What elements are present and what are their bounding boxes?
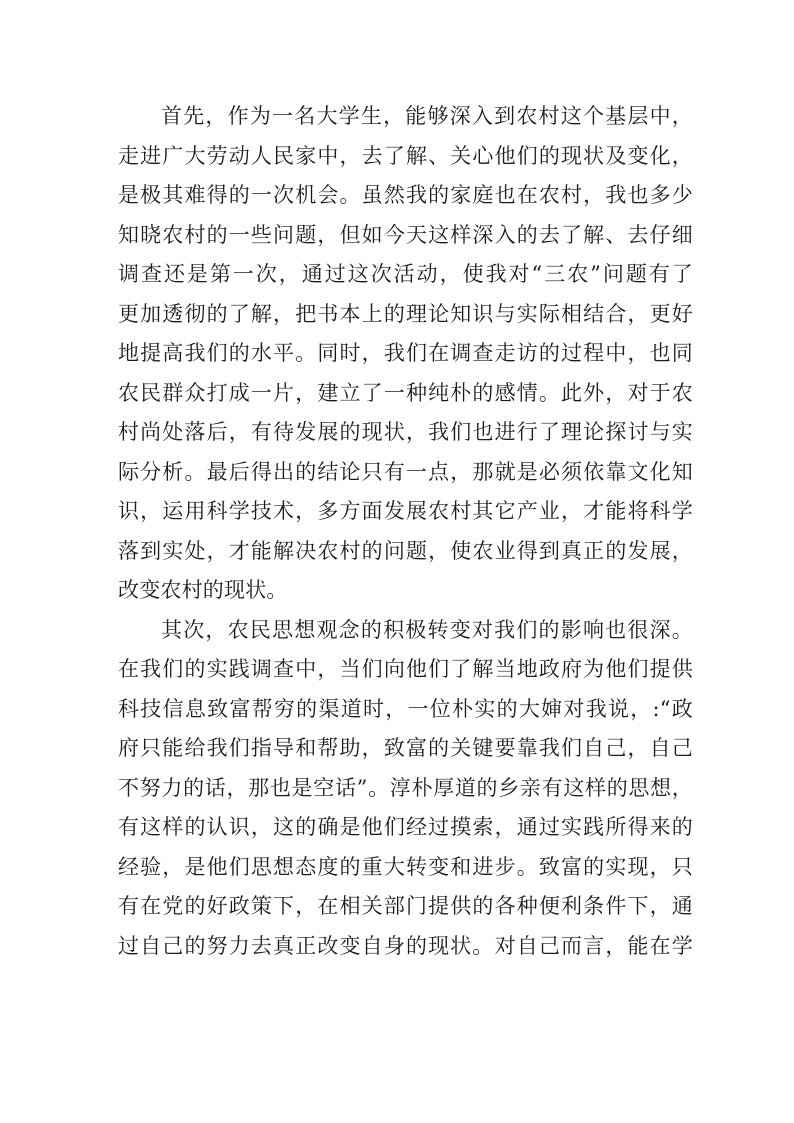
- text-line: 农民群众打成一片，建立了一种纯朴的感情。此外，对于农: [118, 380, 693, 405]
- text-line: 识，运用科学技术，多方面发展农村其它产业，才能将科学: [118, 499, 693, 523]
- text-line: 有在党的好政策下，在相关部门提供的各种便利条件下，通: [118, 894, 693, 918]
- text-line: 有这样的认识，这的确是他们经过摸索，通过实践所得来的: [118, 815, 693, 839]
- text-line: 走进广大劳动人民家中，去了解、关心他们的现状及变化，: [118, 143, 693, 168]
- text-line: 在我们的实践调查中，当们向他们了解当地政府为他们提供: [118, 657, 693, 681]
- text-line: 是极其难得的一次机会。虽然我的家庭也在农村，我也多少: [118, 183, 693, 207]
- text-line: 过自己的努力去真正改变自身的现状。对自己而言，能在学: [118, 933, 693, 958]
- text-line: 地提高我们的水平。同时，我们在调查走访的过程中，也同: [118, 341, 693, 365]
- text-line: 首先，作为一名大学生，能够深入到农村这个基层中，: [161, 104, 693, 128]
- body-text: [118, 97, 693, 966]
- text-line: 经验，是他们思想态度的重大转变和进步。致富的实现，只: [118, 854, 693, 879]
- text-line: 改变农村的现状。: [118, 578, 288, 602]
- text-line: 科技信息致富帮穷的渠道时，一位朴实的大婶对我说，:“政: [118, 696, 693, 721]
- text-line: 知晓农村的一些问题，但如今天这样深入的去了解、去仔细: [118, 222, 693, 247]
- text-line: 调查还是第一次，通过这次活动，使我对“三农”问题有了: [118, 262, 693, 286]
- text-line: 落到实处，才能解决农村的问题，使农业得到真正的发展，: [118, 538, 693, 563]
- text-line: 更加透彻的了解，把书本上的理论知识与实际相结合，更好: [118, 301, 693, 326]
- text-line: 其次，农民思想观念的积极转变对我们的影响也很深。: [161, 617, 693, 642]
- text-line: 村尚处落后，有待发展的现状，我们也进行了理论探讨与实: [118, 420, 693, 444]
- paragraph-1: [118, 97, 693, 611]
- text-line: 府只能给我们指导和帮助，致富的关键要靠我们自己，自己: [118, 736, 693, 760]
- paragraph-2: [118, 611, 693, 967]
- text-line: 不努力的话，那也是空话”。淳朴厚道的乡亲有这样的思想，: [118, 775, 693, 800]
- text-line: 际分析。最后得出的结论只有一点，那就是必须依靠文化知: [118, 459, 693, 484]
